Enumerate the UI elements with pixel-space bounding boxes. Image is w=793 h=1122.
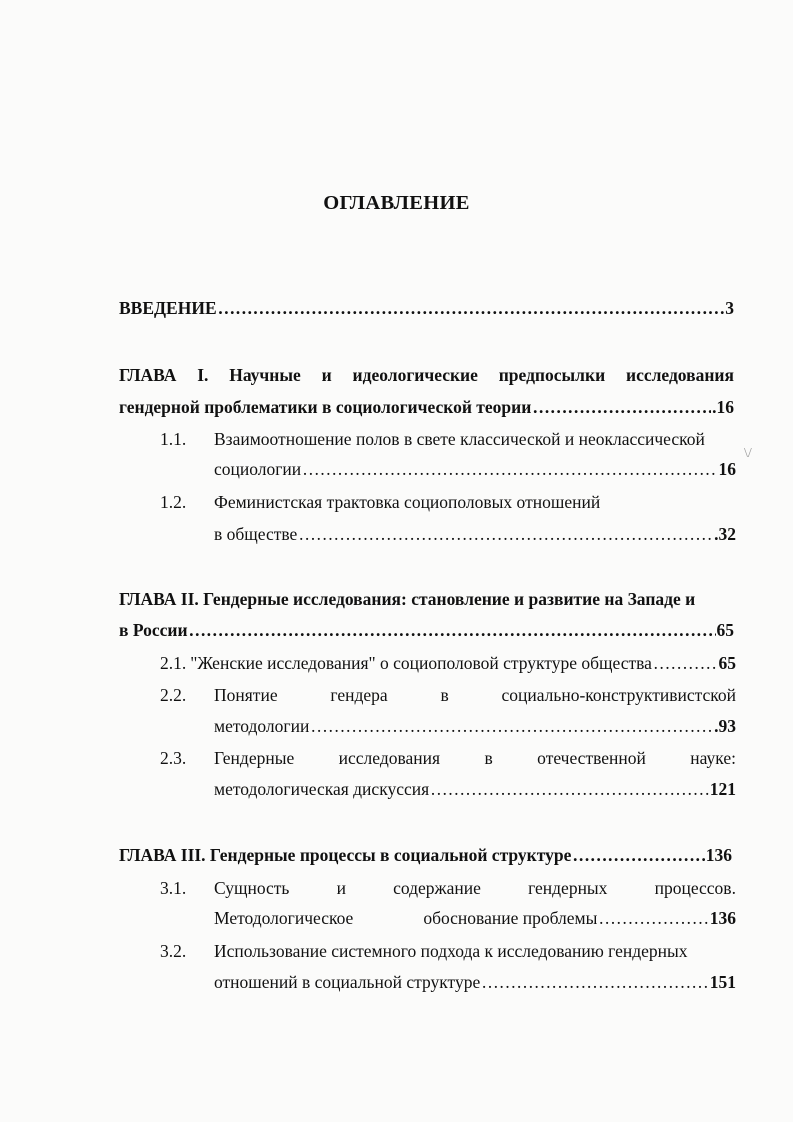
- section-1-2-line1: Феминистская трактовка социополовых отношений: [214, 492, 601, 512]
- section-2-1-page: 65: [718, 653, 736, 673]
- section-2-3-page: 121: [709, 779, 736, 799]
- section-3-1-line1: Сущность и содержание гендерных процессов.: [214, 878, 736, 898]
- chapter-3-page: 136: [705, 845, 732, 865]
- section-2-3-line2: методологическая дискуссия …………………………………………………………………………………………………………………………………………………………………………………………… 121: [214, 777, 736, 801]
- dot-leader: [189, 618, 716, 642]
- chapter-2-title-line2: в России …………………………………………………………………………………………………………………………………………………………………………………………… 65: [119, 618, 734, 642]
- dot-leader: [481, 970, 709, 994]
- intro-label: ВВЕДЕНИЕ: [119, 298, 217, 318]
- dot-leader: [298, 522, 713, 546]
- section-3-2-line2: отношений в социальной структуре …………………………………………………………………………………………………………………………………………………………………………………………… 151: [214, 970, 736, 994]
- section-2-1-number: 2.1.: [160, 653, 187, 673]
- section-1-2-line2: в обществе …………………………………………………………………………………………………………………………………………………………………………………………… .32: [214, 522, 736, 546]
- chapter-1-title-line2: гендерной проблематики в социологической теории …………………………………………………………………………………………………………………………………………………………………………………………… .16: [119, 395, 734, 419]
- dot-leader: [653, 651, 718, 675]
- chapter-3-title: ГЛАВА III. Гендерные процессы в социальной структуре …………………………………………………………………………………………………………………………………………………………………………………………… 136: [119, 843, 732, 867]
- section-1-2-number: 1.2.: [160, 492, 187, 512]
- dot-leader: [532, 395, 711, 419]
- chapter-1-title-line1: ГЛАВА I. Научные и идеологические предпосылки исследования: [119, 365, 734, 385]
- dot-leader: [572, 843, 704, 867]
- section-2-3-number: 2.3.: [160, 748, 187, 768]
- section-2-2-line2: методологии …………………………………………………………………………………………………………………………………………………………………………………………… .93: [214, 714, 736, 738]
- chapter-2-title-line1: ГЛАВА II. Гендерные исследования: становление и развитие на Западе и: [119, 589, 696, 609]
- section-3-2-line1: Использование системного подхода к исследованию гендерных: [214, 941, 688, 961]
- section-1-1-line1: Взаимоотношение полов в свете классической и неоклассической: [214, 429, 705, 449]
- section-3-1-line2: Методологическое обоснование проблемы …………………………………………………………………………………………………………………………………………………………………………………………… 136: [214, 906, 736, 930]
- section-2-2-number: 2.2.: [160, 685, 187, 705]
- section-2-2-page: .93: [714, 716, 736, 736]
- section-2-3-line1: Гендерные исследования в отечественной науке:: [214, 748, 736, 768]
- section-3-2-number: 3.2.: [160, 941, 187, 961]
- dot-leader: [218, 296, 725, 320]
- dot-leader: [598, 906, 708, 930]
- dot-leader: [430, 777, 709, 801]
- section-3-1-page: 136: [709, 908, 736, 928]
- section-1-1-page: 16: [718, 459, 736, 479]
- section-2-1: 2.1. "Женские исследования" о социополовой структуре общества …………………………………………………………………………………………………………………………………………………………………………………………… 65: [160, 651, 736, 675]
- section-1-1-number: 1.1.: [160, 429, 187, 449]
- dot-leader: [310, 714, 713, 738]
- section-1-2-page: .32: [714, 524, 736, 544]
- margin-check-mark: \/: [744, 446, 752, 461]
- intro-page: 3: [725, 298, 734, 318]
- page-title: ОГЛАВЛЕНИЕ: [323, 192, 470, 214]
- section-2-2-line1: Понятие гендера в социально-конструктивистской: [214, 685, 736, 705]
- section-1-1-line2: социологии …………………………………………………………………………………………………………………………………………………………………………………………… 16: [214, 457, 736, 481]
- toc-entry-intro: [119, 296, 734, 320]
- chapter-2-page: 65: [716, 620, 734, 640]
- dot-leader: [302, 457, 717, 481]
- chapter-1-page: .16: [712, 397, 734, 417]
- section-3-2-page: 151: [709, 972, 736, 992]
- section-3-1-number: 3.1.: [160, 878, 187, 898]
